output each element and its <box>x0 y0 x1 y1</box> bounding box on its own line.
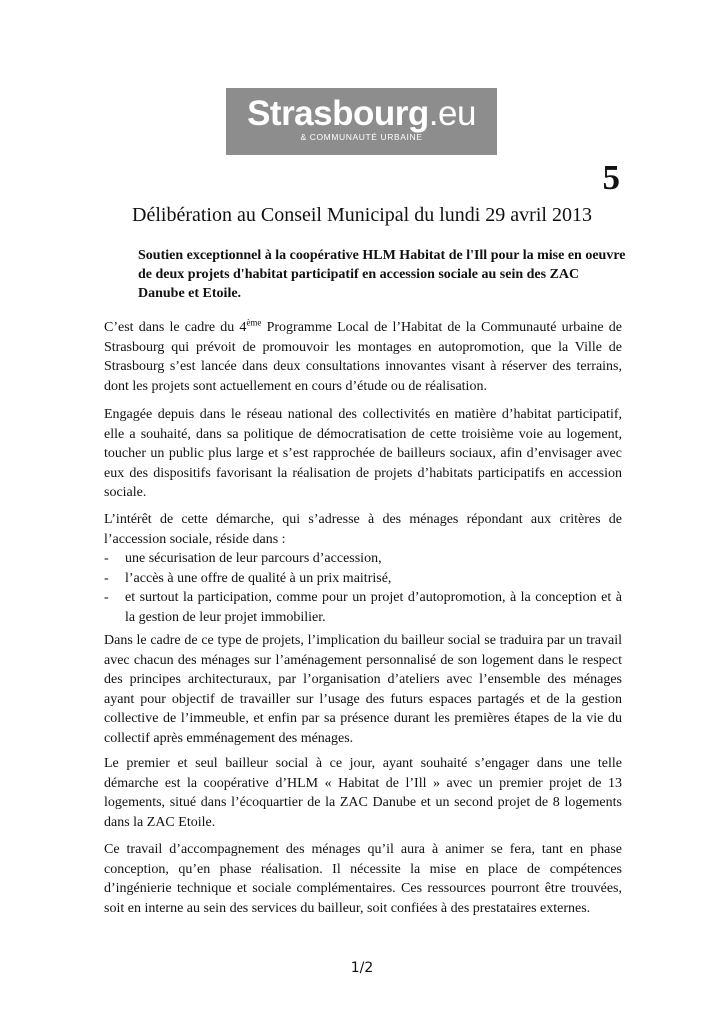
paragraph-3-intro: L’intérêt de cette démarche, qui s’adresse à des ménages répondant aux critères de l’accession sociale, réside dans : <box>104 512 622 547</box>
paragraph-5: Le premier et seul bailleur social à ce jour, ayant souhaité s’engager dans une telle démarche est la coopérative d’HLM « Habitat de l’Ill » avec un premier projet de 13 logements, situé dans l’écoquartier de la ZAC Danube et un second projet de 8 logements dans la ZAC Etoile. <box>104 756 622 830</box>
document-title: Délibération au Conseil Municipal du lundi 29 avril 2013 <box>132 204 592 226</box>
strasbourg-logo <box>226 88 497 155</box>
page-number: 1/2 <box>350 960 374 976</box>
logo-brand: Strasbourg.eu <box>247 94 476 133</box>
logo-subtitle: & COMMUNAUTÉ URBAINE <box>300 132 423 142</box>
paragraph-6: Ce travail d’accompagnement des ménages qu’il aura à animer se fera, tant en phase conception, qu’en phase réalisation. Il nécessite la mise en place de compétences d’ingénierie technique et sociale complémentaires. Ces ressources pourront être trouvées, soit en interne au sein des services du bailleur, soit confiées à des prestataires externes. <box>104 842 622 916</box>
paragraph-3 <box>104 510 622 628</box>
document-subject: Soutien exceptionnel à la coopérative HLM Habitat de l'Ill pour la mise en oeuvre de deux projets d'habitat participatif en accession sociale au sein des ZAC Danube et Etoile. <box>138 248 626 301</box>
list-item: - et surtout la participation, comme pour un projet d’autopromotion, à la conception et à la gestion de leur projet immobilier. <box>104 588 622 627</box>
list-item: - une sécurisation de leur parcours d’accession, <box>104 549 622 569</box>
list-item: - l’accès à une offre de qualité à un prix maitrisé, <box>104 569 622 589</box>
criteria-list <box>104 549 622 627</box>
paragraph-1: C’est dans le cadre du 4ème Programme Local de l’Habitat de la Communauté urbaine de Strasbourg qui prévoit de promouvoir les montages en autopromotion, que la Ville de Strasbourg s’est lancée dans deux consultations innovantes visant à réserver des terrains, dont les projets sont actuellement en cours d’étude ou de réalisation. <box>104 317 622 394</box>
paragraph-4: Dans le cadre de ce type de projets, l’implication du bailleur social se traduira par un travail avec chacun des ménages sur l’aménagement personnalisé de son logement dans le respect des principes architecturaux, par l’organisation d’ateliers avec l’ensemble des ménages ayant pour objectif de travailler sur l’usage des futurs espaces partagés et de la gestion collective de l’immeuble, et enfin par sa présence durant les premières étapes de la vie du collectif après emménagement des ménages. <box>104 633 622 746</box>
document-number: 5 <box>602 158 620 197</box>
paragraph-2: Engagée depuis dans le réseau national des collectivités en matière d’habitat participatif, elle a souhaité, dans sa politique de démocratisation de cette troisième voie au logement, toucher un public plus large et s’est rapprochée de bailleurs sociaux, afin d’envisager avec eux des dispositifs favorisant la réalisation de projets d’habitats participatifs en accession sociale. <box>104 407 622 501</box>
